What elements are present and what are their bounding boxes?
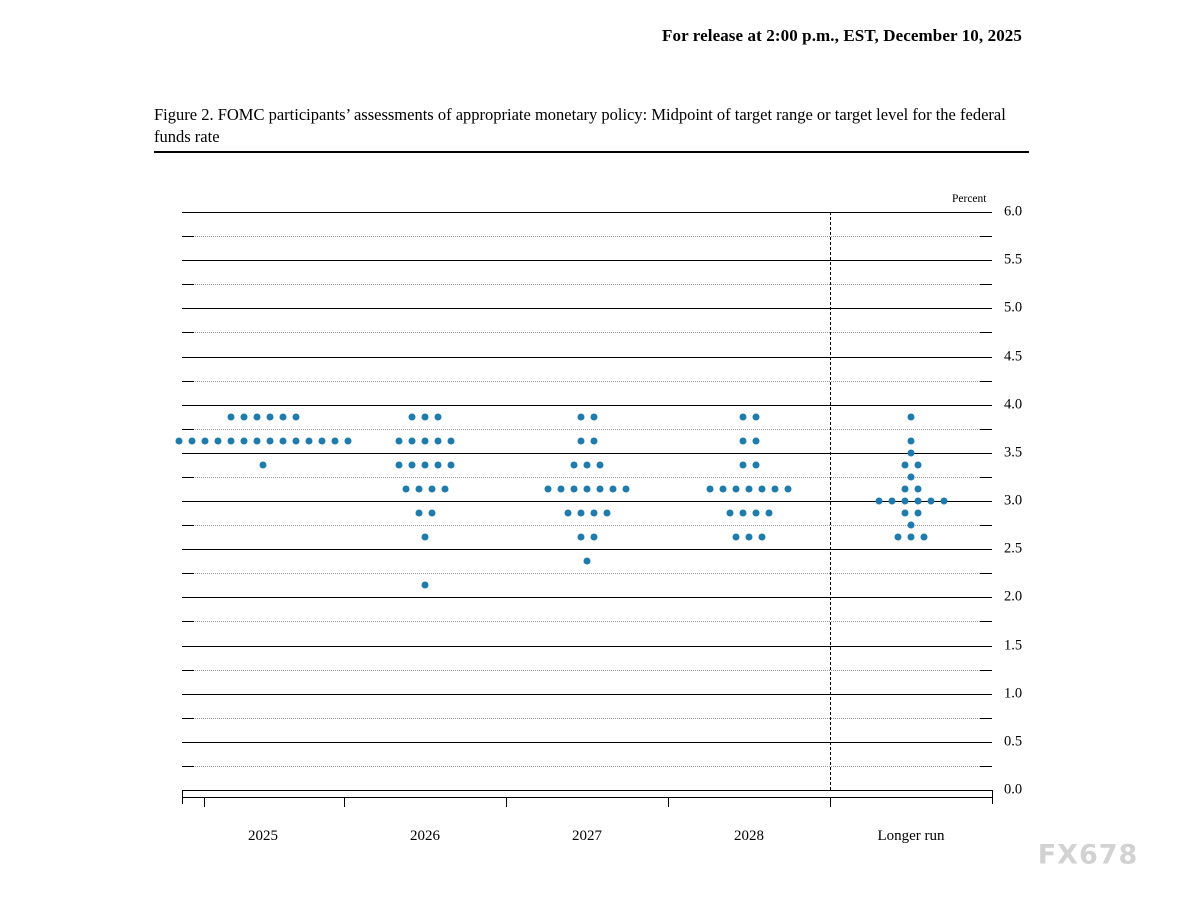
- data-dot: [603, 510, 610, 517]
- y-tick-left: [182, 525, 194, 526]
- data-dot: [396, 437, 403, 444]
- data-dot: [597, 485, 604, 492]
- data-dot: [422, 582, 429, 589]
- data-dot: [428, 510, 435, 517]
- data-dot: [266, 437, 273, 444]
- data-dot: [901, 498, 908, 505]
- y-axis-label: 0.5: [1004, 733, 1023, 750]
- data-dot: [940, 498, 947, 505]
- y-axis-label: 6.0: [1004, 203, 1023, 220]
- data-dot: [908, 437, 915, 444]
- data-dot: [435, 413, 442, 420]
- y-tick-left: [182, 718, 194, 719]
- data-dot: [448, 461, 455, 468]
- y-tick-right: [980, 718, 992, 719]
- y-tick-right: [980, 236, 992, 237]
- data-dot: [214, 437, 221, 444]
- data-dot: [201, 437, 208, 444]
- y-tick-left: [182, 429, 194, 430]
- data-dot: [726, 510, 733, 517]
- data-dot: [597, 461, 604, 468]
- data-dot: [921, 534, 928, 541]
- data-dot: [752, 413, 759, 420]
- data-dot: [584, 461, 591, 468]
- data-dot: [908, 413, 915, 420]
- data-dot: [545, 485, 552, 492]
- y-tick-right: [980, 429, 992, 430]
- gridline: [182, 405, 992, 406]
- data-dot: [188, 437, 195, 444]
- data-dot: [895, 534, 902, 541]
- gridline: [182, 381, 992, 382]
- y-axis-label: 3.0: [1004, 492, 1023, 509]
- data-dot: [448, 437, 455, 444]
- data-dot: [577, 413, 584, 420]
- x-axis-tick: [668, 797, 669, 807]
- dot-plot-chart: [154, 180, 1034, 860]
- y-axis-label: 4.0: [1004, 396, 1023, 413]
- data-dot: [227, 437, 234, 444]
- data-dot: [227, 413, 234, 420]
- data-dot: [428, 485, 435, 492]
- y-tick-left: [182, 766, 194, 767]
- data-dot: [908, 522, 915, 529]
- data-dot: [409, 461, 416, 468]
- y-tick-left: [182, 621, 194, 622]
- percent-unit-label: Percent: [952, 193, 987, 205]
- data-dot: [415, 485, 422, 492]
- data-dot: [590, 534, 597, 541]
- data-dot: [435, 437, 442, 444]
- data-dot: [590, 437, 597, 444]
- data-dot: [914, 485, 921, 492]
- data-dot: [590, 413, 597, 420]
- data-dot: [175, 437, 182, 444]
- y-tick-left: [182, 332, 194, 333]
- x-axis-tick: [204, 797, 205, 807]
- gridline: [182, 525, 992, 526]
- data-dot: [875, 498, 882, 505]
- data-dot: [292, 437, 299, 444]
- data-dot: [279, 437, 286, 444]
- data-dot: [888, 498, 895, 505]
- data-dot: [746, 534, 753, 541]
- x-axis-label-2025: 2025: [248, 828, 278, 844]
- data-dot: [422, 413, 429, 420]
- y-tick-left: [182, 381, 194, 382]
- y-tick-right: [980, 477, 992, 478]
- gridline: [182, 429, 992, 430]
- data-dot: [908, 473, 915, 480]
- y-tick-left: [182, 573, 194, 574]
- title-divider: [154, 151, 1029, 153]
- data-dot: [305, 437, 312, 444]
- release-notice: For release at 2:00 p.m., EST, December 10, 2025: [661, 26, 1022, 45]
- x-axis: [182, 797, 992, 798]
- gridline: [182, 790, 992, 791]
- y-tick-right: [980, 381, 992, 382]
- gridline: [182, 766, 992, 767]
- y-axis-label: 2.5: [1004, 540, 1023, 557]
- data-dot: [422, 437, 429, 444]
- data-dot: [752, 461, 759, 468]
- data-dot: [564, 510, 571, 517]
- gridline: [182, 501, 992, 502]
- x-axis-label-2028: 2028: [734, 828, 764, 844]
- longer-run-separator: [830, 212, 831, 790]
- gridline: [182, 670, 992, 671]
- data-dot: [415, 510, 422, 517]
- data-dot: [610, 485, 617, 492]
- axis-cap-left: [182, 790, 183, 804]
- y-tick-right: [980, 332, 992, 333]
- data-dot: [571, 485, 578, 492]
- plot-area: [182, 180, 1023, 820]
- y-tick-right: [980, 621, 992, 622]
- data-dot: [739, 413, 746, 420]
- data-dot: [279, 413, 286, 420]
- x-axis-label-2027: 2027: [572, 828, 602, 844]
- gridline: [182, 212, 992, 213]
- data-dot: [927, 498, 934, 505]
- data-dot: [409, 413, 416, 420]
- data-dot: [240, 437, 247, 444]
- data-dot: [707, 485, 714, 492]
- data-dot: [584, 485, 591, 492]
- y-axis-label: 3.5: [1004, 444, 1023, 461]
- data-dot: [908, 449, 915, 456]
- data-dot: [739, 437, 746, 444]
- gridline: [182, 621, 992, 622]
- gridline: [182, 260, 992, 261]
- y-axis-label: 0.0: [1004, 781, 1023, 798]
- data-dot: [908, 534, 915, 541]
- data-dot: [772, 485, 779, 492]
- y-tick-left: [182, 477, 194, 478]
- data-dot: [901, 510, 908, 517]
- gridline: [182, 453, 992, 454]
- data-dot: [577, 437, 584, 444]
- y-tick-left: [182, 284, 194, 285]
- y-tick-right: [980, 573, 992, 574]
- y-tick-right: [980, 766, 992, 767]
- watermark: FX678: [1037, 839, 1139, 871]
- data-dot: [577, 510, 584, 517]
- data-dot: [331, 437, 338, 444]
- data-dot: [318, 437, 325, 444]
- data-dot: [571, 461, 578, 468]
- gridline: [182, 742, 992, 743]
- x-axis-tick: [344, 797, 345, 807]
- data-dot: [765, 510, 772, 517]
- y-tick-left: [182, 236, 194, 237]
- axis-cap-right: [992, 790, 993, 804]
- y-axis-label: 5.5: [1004, 251, 1023, 268]
- y-tick-right: [980, 670, 992, 671]
- gridline: [182, 597, 992, 598]
- data-dot: [759, 534, 766, 541]
- y-tick-right: [980, 525, 992, 526]
- data-dot: [240, 413, 247, 420]
- data-dot: [292, 413, 299, 420]
- data-dot: [759, 485, 766, 492]
- gridline: [182, 694, 992, 695]
- data-dot: [901, 461, 908, 468]
- data-dot: [720, 485, 727, 492]
- y-axis-label: 5.0: [1004, 299, 1023, 316]
- data-dot: [409, 437, 416, 444]
- data-dot: [558, 485, 565, 492]
- data-dot: [344, 437, 351, 444]
- gridline: [182, 308, 992, 309]
- data-dot: [914, 461, 921, 468]
- y-tick-left: [182, 670, 194, 671]
- data-dot: [901, 485, 908, 492]
- data-dot: [422, 461, 429, 468]
- x-axis-tick: [830, 797, 831, 807]
- data-dot: [396, 461, 403, 468]
- data-dot: [914, 510, 921, 517]
- y-tick-right: [980, 284, 992, 285]
- data-dot: [752, 437, 759, 444]
- gridline: [182, 549, 992, 550]
- data-dot: [623, 485, 630, 492]
- x-axis-label-longer-run: Longer run: [877, 828, 945, 844]
- data-dot: [785, 485, 792, 492]
- gridline: [182, 646, 992, 647]
- data-dot: [733, 485, 740, 492]
- gridline: [182, 284, 992, 285]
- gridline: [182, 357, 992, 358]
- gridline: [182, 332, 992, 333]
- data-dot: [266, 413, 273, 420]
- gridline: [182, 477, 992, 478]
- data-dot: [402, 485, 409, 492]
- data-dot: [253, 413, 260, 420]
- x-axis-label-2026: 2026: [410, 828, 440, 844]
- figure-title: Figure 2. FOMC participants’ assessments of appropriate monetary policy: Midpoint of target range or target level for the federal funds rate: [154, 105, 1006, 147]
- data-dot: [739, 510, 746, 517]
- data-dot: [584, 558, 591, 565]
- data-dot: [914, 498, 921, 505]
- gridline: [182, 236, 992, 237]
- data-dot: [435, 461, 442, 468]
- data-dot: [752, 510, 759, 517]
- y-axis-label: 1.5: [1004, 637, 1023, 653]
- x-axis-tick: [506, 797, 507, 807]
- data-dot: [746, 485, 753, 492]
- gridline: [182, 573, 992, 574]
- y-axis-label: 2.0: [1004, 588, 1023, 605]
- data-dot: [422, 534, 429, 541]
- data-dot: [739, 461, 746, 468]
- gridline: [182, 718, 992, 719]
- data-dot: [260, 461, 267, 468]
- data-dot: [577, 534, 584, 541]
- data-dot: [253, 437, 260, 444]
- y-axis-label: 1.0: [1004, 685, 1023, 702]
- data-dot: [590, 510, 597, 517]
- data-dot: [733, 534, 740, 541]
- data-dot: [441, 485, 448, 492]
- y-axis-label: 4.5: [1004, 348, 1023, 364]
